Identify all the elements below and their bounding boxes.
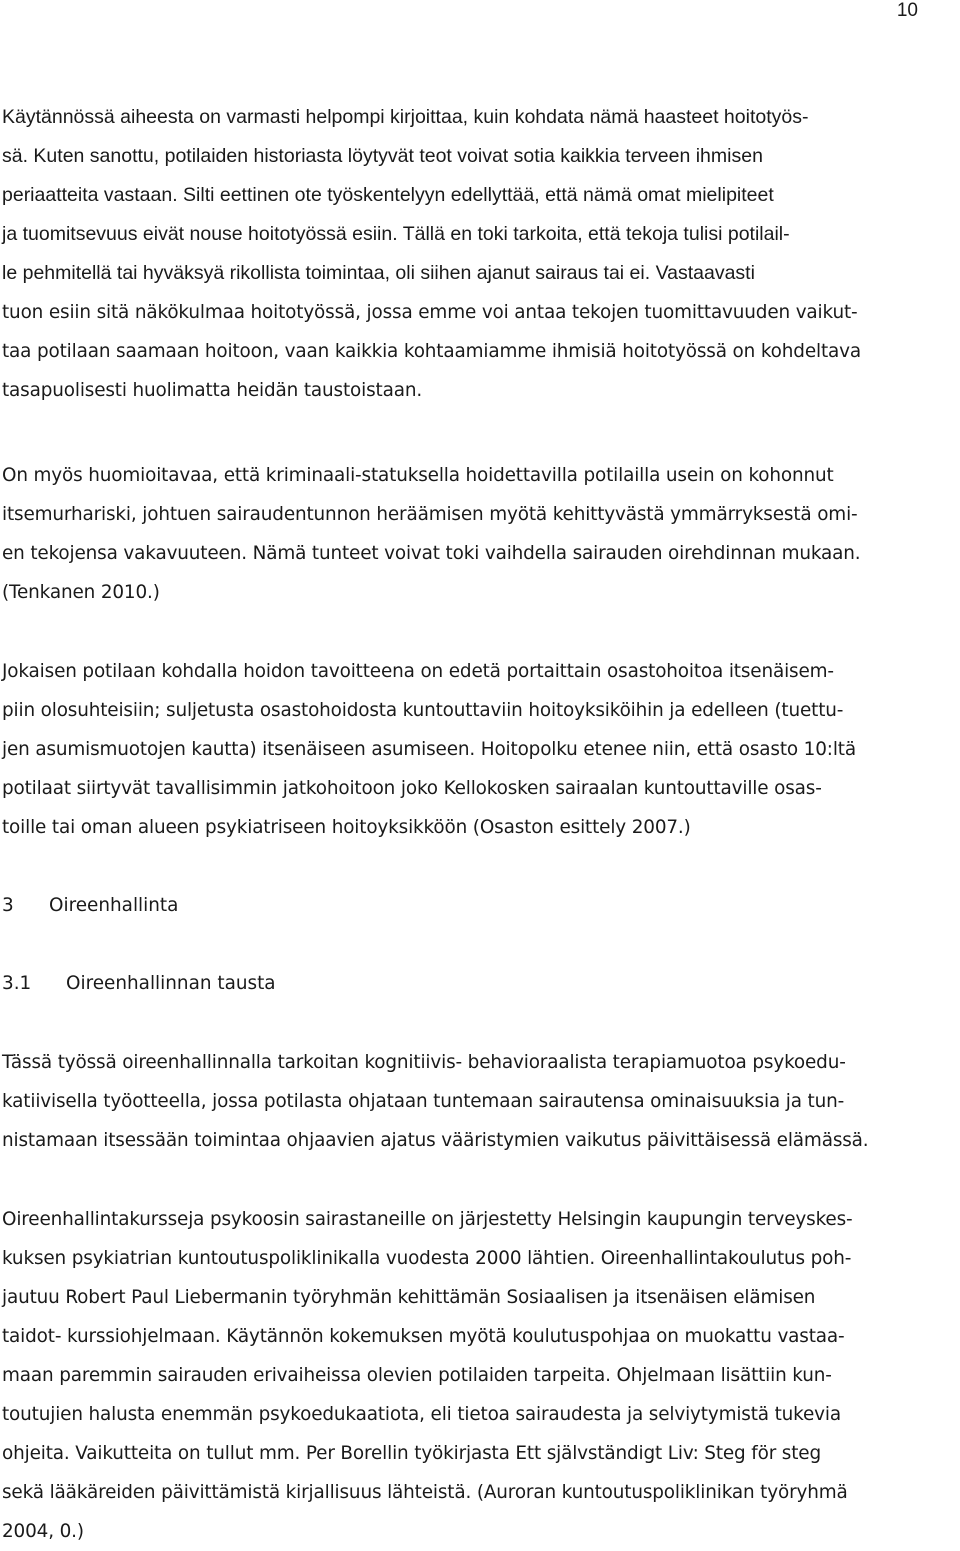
- section-heading: [2, 886, 178, 925]
- page-number: 10: [896, 0, 918, 21]
- section-title: Oireenhallinta: [49, 895, 179, 916]
- text-line: toille tai oman alueen psykiatriseen hoitoyksikköön (Osaston esittely 2007.): [2, 817, 691, 838]
- text-line: Oireenhallintakursseja psykoosin sairastaneille on järjestetty Helsingin kaupungin terveyskes-: [2, 1209, 853, 1230]
- text-line: le pehmitellä tai hyväksyä rikollista toimintaa, oli siihen ajanut sairaus tai ei. Vastaavasti: [2, 262, 755, 284]
- text-line: Tässä työssä oireenhallinnalla tarkoitan kognitiivis- behavioraalista terapiamuotoa psykoedu-: [2, 1052, 846, 1073]
- subsection-heading: [2, 964, 276, 1003]
- text-line: sä. Kuten sanottu, potilaiden historiasta löytyvät teot voivat sotia kaikkia terveen ihmisen: [2, 145, 763, 167]
- paragraph-5: [2, 1200, 954, 1551]
- text-line: jen asumismuotojen kautta) itsenäiseen asumiseen. Hoitopolku etenee niin, että osasto 10:ltä: [2, 739, 856, 760]
- text-line: toutujien halusta enemmän psykoedukaatiota, eli tietoa sairaudesta ja selviytymistä tukevia: [2, 1404, 841, 1425]
- subsection-title: Oireenhallinnan tausta: [66, 973, 276, 994]
- text-line: ohjeita. Vaikutteita on tullut mm. Per Borellin työkirjasta Ett självständigt Liv: Steg för steg: [2, 1443, 821, 1464]
- text-line: itsemurhariski, johtuen sairaudentunnon heräämisen myötä kehittyvästä ymmärryksestä omi-: [2, 504, 858, 525]
- text-line: potilaat siirtyvät tavallisimmin jatkohoitoon joko Kellokosken sairaalan kuntouttaville osas-: [2, 778, 822, 799]
- text-line: katiivisella työotteella, jossa potilasta ohjataan tuntemaan sairautensa ominaisuuksia ja tun-: [2, 1091, 845, 1112]
- text-line: en tekojensa vakavuuteen. Nämä tunteet voivat toki vaihdella sairauden oirehdinnan mukaan.: [2, 543, 861, 564]
- text-line: Jokaisen potilaan kohdalla hoidon tavoitteena on edetä portaittain osastohoitoa itsenäisem-: [2, 661, 834, 682]
- subsection-number: 3.1: [2, 973, 32, 994]
- text-line: 2004, 0.): [2, 1521, 84, 1542]
- text-line: tasapuolisesti huolimatta heidän taustoistaan.: [2, 380, 423, 401]
- section-number: 3: [2, 895, 14, 916]
- text-line: periaatteita vastaan. Silti eettinen ote työskentelyyn edellyttää, että nämä omat mielipiteet: [2, 184, 774, 206]
- text-line: On myös huomioitavaa, että kriminaali-statuksella hoidettavilla potilailla usein on kohonnut: [2, 465, 834, 486]
- text-line: kuksen psykiatrian kuntoutuspoliklinikalla vuodesta 2000 lähtien. Oireenhallintakoulutus poh-: [2, 1248, 852, 1269]
- paragraph-2: [2, 456, 954, 612]
- text-line: Käytännössä aiheesta on varmasti helpompi kirjoittaa, kuin kohdata nämä haasteet hoitotyös-: [2, 106, 809, 128]
- text-line: ja tuomitsevuus eivät nouse hoitotyössä esiin. Tällä en toki tarkoita, että tekoja tulisi potilail-: [2, 223, 790, 245]
- text-line: tuon esiin sitä näkökulmaa hoitotyössä, jossa emme voi antaa tekojen tuomittavuuden vaikut-: [2, 302, 858, 323]
- text-line: jautuu Robert Paul Liebermanin työryhmän kehittämän Sosiaalisen ja itsenäisen elämisen: [2, 1287, 816, 1308]
- paragraph-3: [2, 652, 954, 847]
- text-line: (Tenkanen 2010.): [2, 582, 160, 603]
- text-line: taidot- kurssiohjelmaan. Käytännön kokemuksen myötä koulutuspohjaa on muokattu vastaa-: [2, 1326, 845, 1347]
- text-line: sekä lääkäreiden päivittämistä kirjallisuus lähteistä. (Auroran kuntoutuspoliklinikan työryhmä: [2, 1482, 848, 1503]
- paragraph-4: [2, 1043, 954, 1160]
- text-line: taa potilaan saamaan hoitoon, vaan kaikkia kohtaamiamme ihmisiä hoitotyössä on kohdeltava: [2, 341, 861, 362]
- paragraph-1: [2, 98, 954, 410]
- text-line: piin olosuhteisiin; suljetusta osastohoidosta kuntouttaviin hoitoyksiköihin ja edelleen (tuettu-: [2, 700, 844, 721]
- text-line: maan paremmin sairauden erivaiheissa olevien potilaiden tarpeita. Ohjelmaan lisättiin kun-: [2, 1365, 832, 1386]
- text-line: nistamaan itsessään toimintaa ohjaavien ajatus vääristymien vaikutus päivittäisessä elämässä.: [2, 1130, 869, 1151]
